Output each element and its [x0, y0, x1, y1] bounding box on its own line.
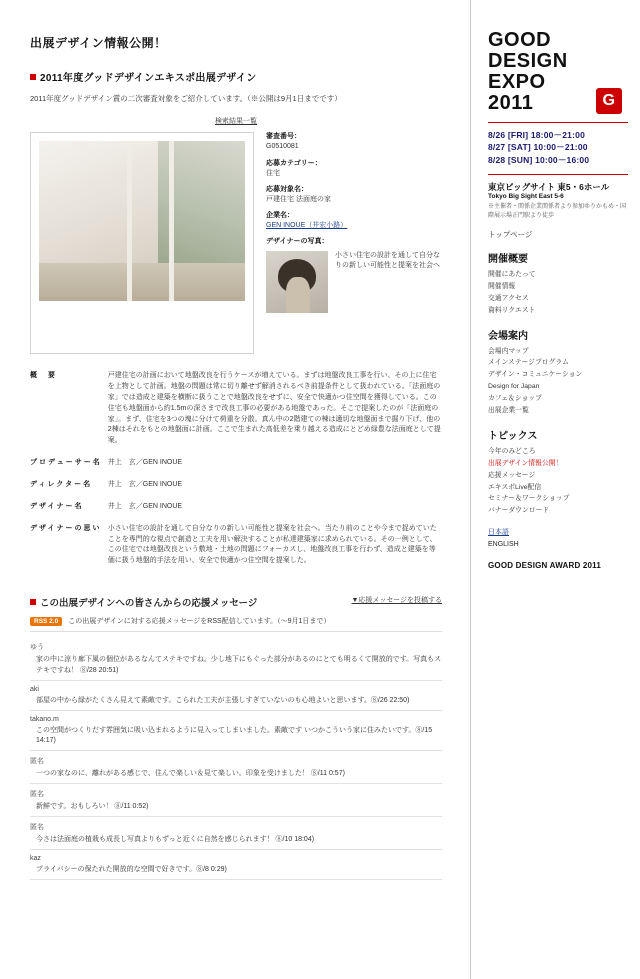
message-body: プライバシーの保たれた開放的な空間で好きです。⑧/8 0:29) — [36, 865, 227, 873]
list-item — [30, 711, 442, 752]
post-message-link[interactable]: ▼応援メッセージを投稿する — [351, 597, 442, 605]
sidebar-item-top[interactable]: トップページ — [488, 229, 533, 239]
logo-line-1: GOOD — [488, 29, 552, 51]
table-row — [30, 499, 442, 521]
good-design-expo-logo[interactable] — [488, 30, 628, 114]
photo-post-right — [169, 141, 174, 301]
entry-target-value: 戸建住宅 法面庭の家 — [266, 195, 331, 203]
sidebar-item-topics-2[interactable]: 応援メッセージ — [488, 471, 536, 479]
square-marker-icon — [30, 599, 36, 605]
message-author: 匿名 — [30, 758, 44, 766]
rss-badge[interactable]: RSS 2.0 — [30, 617, 62, 626]
logo-line-3: EXPO — [488, 71, 546, 93]
divider-red — [488, 174, 628, 175]
logo-line-4: 2011 — [488, 92, 534, 114]
sidebar-item-venue-2[interactable]: デザイン・コミュニケーション — [488, 371, 583, 379]
square-marker-icon — [30, 74, 36, 80]
sidebar-item-venue-3[interactable]: Design for Japan — [488, 383, 540, 391]
venue-name-jp: 東京ビッグサイト 東5・6ホール — [488, 181, 610, 192]
message-body: 家の中に涼り廊下風の個位があるなんてステキですね。少し地下にもぐった部分があるのにとても明るくて開放的です。写真もステキですね！ ⑧/28 20:51) — [36, 656, 442, 674]
sidebar-item-topics-3[interactable]: エキスポLive配信 — [488, 483, 542, 491]
message-body: 今さは法面庭の植栽も成長し写真よりもずっと近くに自然を感じられます！ ⑧/10 18:04) — [36, 835, 315, 843]
message-body: 新鮮です。おもしろい！ ⑧/11 0:52) — [36, 803, 149, 811]
list-item — [30, 850, 442, 880]
entry-target-label: 応募対象名： — [266, 185, 308, 193]
entry-company-value — [266, 221, 442, 231]
nav-list-overview — [488, 269, 628, 317]
photo-floor — [39, 263, 245, 301]
nav-heading-venue: 会場案内 — [488, 330, 528, 342]
table-row — [30, 368, 442, 455]
nav-list-venue — [488, 346, 628, 417]
rss-description: この出展デザインに対する応援メッセージをRSS配信しています。（～9月1日まで） — [68, 618, 331, 626]
messages-heading-label: この出展デザインへの皆さんからの応援メッセージ — [40, 598, 258, 610]
message-author: ゆう — [30, 644, 44, 652]
section-title-label: 2011年度グッドデザインエキスポ出展デザイン — [40, 73, 257, 84]
event-date-2: 8/27 [SAT] 10:00－21:00 — [488, 142, 588, 153]
table-row — [30, 521, 442, 575]
entry-photo-frame — [30, 132, 254, 354]
message-author: takano.m — [30, 715, 59, 723]
sidebar-item-overview-1[interactable]: 開催情報 — [488, 282, 516, 290]
message-body: この空間がつくりだす雰囲気に吸い込まれるように見入ってしまいました。素敵です いつかこういう家に住みたいです。⑧/15 14:17) — [36, 726, 433, 745]
divider-line — [30, 631, 442, 632]
good-design-award-link[interactable]: GOOD DESIGN AWARD 2011 — [488, 560, 602, 570]
sidebar-item-topics-4[interactable]: セミナー＆ワークショップ — [488, 495, 570, 503]
table-row — [30, 455, 442, 477]
venue-name-en: Tokyo Big Sight East 5-6 — [488, 192, 564, 200]
page-title: 出展デザイン情報公開！ — [30, 36, 167, 50]
sidebar-item-topics-1[interactable]: 出展デザイン情報公開！ — [488, 459, 563, 467]
nav-list-topics — [488, 446, 628, 517]
g-mark-icon — [596, 88, 622, 114]
nav-heading-topics: トピックス — [488, 430, 538, 442]
sidebar-item-venue-1[interactable]: メインステージプログラム — [488, 359, 569, 367]
producer-label: プロデューサー名 — [30, 459, 102, 467]
designer-label: デザイナー名 — [30, 502, 84, 510]
section-lead: 2011年度グッドデザイン賞の二次審査対象をご紹介しています。（※公開は9月1日までです） — [30, 94, 342, 103]
list-item — [30, 784, 442, 817]
language-switcher — [488, 527, 628, 551]
sidebar-item-topics-0[interactable]: 今年のみどころ — [488, 447, 536, 455]
photo-post-left — [127, 141, 132, 301]
entry-category-value: 住宅 — [266, 169, 280, 177]
entry-company-link[interactable]: GEN INOUE（井宏小路） — [266, 222, 348, 230]
director-value: 井上 玄／GEN INOUE — [107, 481, 183, 488]
event-dates — [488, 129, 628, 166]
sidebar-item-overview-0[interactable]: 開催にあたって — [488, 270, 536, 278]
sidebar — [470, 0, 640, 979]
search-results-link[interactable]: 検索結果一覧 — [215, 118, 257, 126]
description-table — [30, 368, 442, 575]
list-item — [30, 817, 442, 850]
designer-words: 小さい住宅の設計を通して自分なりの新しい可能性と提案を社会へ — [335, 251, 440, 270]
entry-company-label: 企業名： — [266, 212, 294, 220]
entry-metadata — [266, 132, 442, 354]
language-english[interactable]: ENGLISH — [488, 541, 519, 549]
message-author: 匿名 — [30, 791, 44, 799]
list-item — [30, 637, 442, 681]
messages-heading — [30, 595, 442, 609]
list-item — [30, 751, 442, 784]
message-author: kaz — [30, 854, 41, 862]
sidebar-item-overview-3[interactable]: 資料リクエスト — [488, 306, 536, 314]
designer-row — [266, 251, 442, 313]
sidebar-item-venue-5[interactable]: 出展企業一覧 — [488, 406, 529, 414]
message-body: 部屋の中から緑がたくさん見えて素敵です。こられた工夫が主張しすぎていないのも心地よいと思います。⑧/26 22:50) — [36, 696, 410, 704]
producer-value: 井上 玄／GEN INOUE — [107, 459, 183, 467]
message-author: aki — [30, 685, 39, 693]
language-japanese[interactable]: 日本語 — [488, 529, 509, 537]
sidebar-item-overview-2[interactable]: 交通アクセス — [488, 294, 529, 302]
summary-text: 戸建住宅の計画において地盤改良を行うケースが増えている。まずは地盤改良工事を行い、その上に住宅を上物として計画。地盤の問題は常に切り離せず解消されるべき前提条件として扱われている。「法面庭の家」では造成と建築を横断に扱うことで地盤改良をせずに、安全で快適かつ住空間を獲得している。この住宅も地盤面から約1.5mの深さまで改良工事の必要がある地盤であった。そこで提案したのが「法面庭の家」。まず、住宅を3つの塊に分けて荷重を分散。真ん中の2階建ての棟は適切な地盤面まで掘り下げ、他の2棟はそれをもとの地盤面に計画。ここで生まれた高低差を乗り越える造成にとどめ緑豊な法面庭として提案。 — [107, 372, 441, 445]
sidebar-item-venue-4[interactable]: カフェ＆ショップ — [488, 395, 542, 403]
section-title — [30, 69, 442, 84]
list-item — [30, 681, 442, 711]
search-results-link-row — [30, 116, 442, 126]
entry-block — [30, 132, 442, 354]
message-body: 一つの家なのに、離れがある感じで、住んで楽しい＆見て楽しい。印象を受けました！ ⑧/11 0:57) — [36, 770, 345, 778]
message-author: 匿名 — [30, 823, 44, 831]
entry-number-label: 審査番号： — [266, 133, 301, 141]
divider-red — [488, 122, 628, 123]
nav-heading-overview: 開催概要 — [488, 253, 528, 265]
entry-category-label: 応募カテゴリー： — [266, 159, 322, 167]
event-date-1: 8/26 [FRI] 18:00－21:00 — [488, 130, 585, 140]
entry-number-value: G0510081 — [266, 143, 299, 151]
table-row — [30, 477, 442, 499]
designer-thoughts-value: 小さい住宅の設計を通して自分なりの新しい可能性と提案を社会へ。当たり前のことや今まで捉めていたことを専門的な視点で創造と工夫を用い解決することが私達建築家に求められている。その一例として、この住宅では地盤改良という敷地・土地の問題にフォーカスし、地盤改良工事を行わず、造成と建築を等価に扱う地盤的手法を用い、安全で快適かつ住空間を提案した。 — [107, 524, 437, 565]
event-date-3: 8/28 [SUN] 10:00－16:00 — [488, 154, 590, 165]
designer-photo — [266, 251, 328, 313]
rss-row — [30, 616, 442, 626]
director-label: ディレクター名 — [30, 481, 93, 488]
logo-line-2: DESIGN — [488, 50, 568, 72]
designer-value: 井上 玄／GEN INOUE — [107, 502, 183, 510]
layout-divider — [470, 0, 471, 979]
summary-label: 概 要 — [30, 372, 57, 380]
sidebar-item-venue-0[interactable]: 会場内マップ — [488, 347, 529, 355]
venue-access-note: ※主催者・関係企業関係者より参加ゆりかもめ・国際展示場正門駅より徒歩 — [488, 203, 627, 219]
designer-photo-label: デザイナーの写真： — [266, 238, 329, 246]
sidebar-item-topics-5[interactable]: バナーダウンロード — [488, 507, 550, 515]
entry-photo — [39, 141, 245, 301]
designer-thoughts-label: デザイナーの思い — [30, 524, 102, 532]
